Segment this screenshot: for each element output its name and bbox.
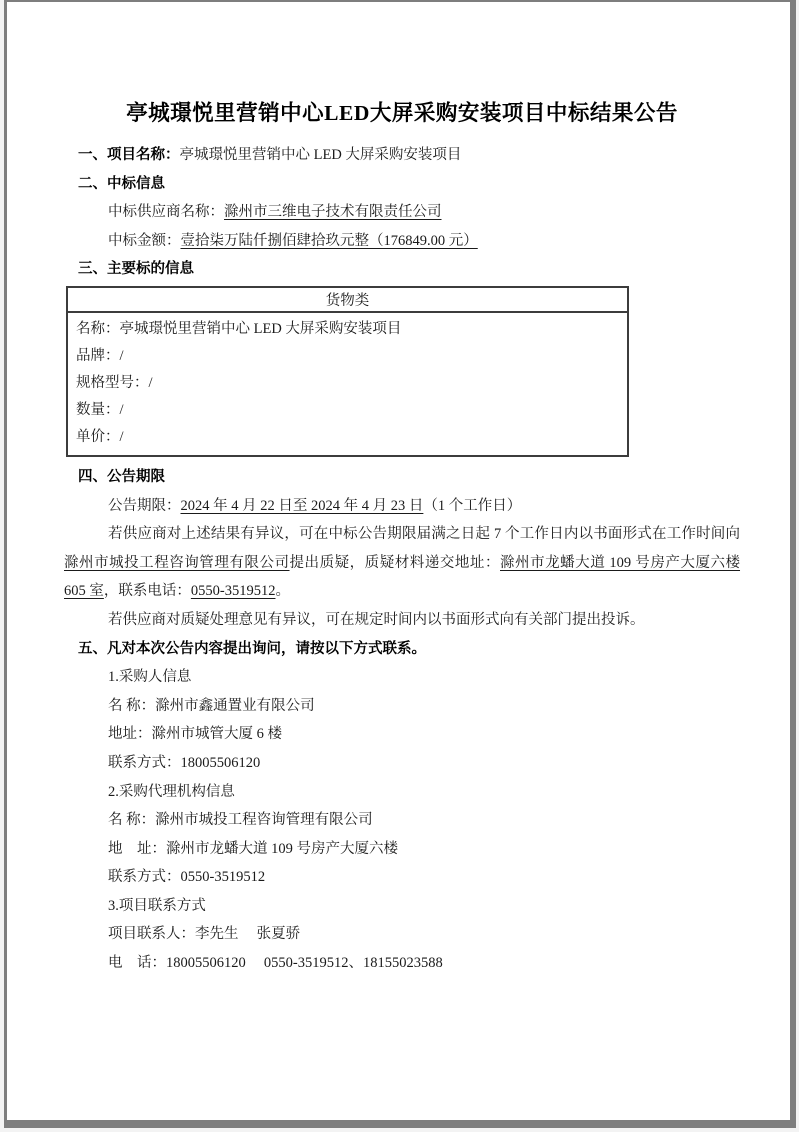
objection-phone: 0550-3519512 [190,583,276,600]
supplier-value: 滁州市三维电子技术有限责任公司 [224,204,442,221]
agency-address-line: 地 址：滁州市龙蟠大道 109 号房产大厦六楼 [108,840,398,857]
objection-seg3: 提出质疑，质疑材料递交地址： [289,554,500,571]
goods-table-body-row [67,312,628,456]
goods-unit-price-row: 单价：/ [76,428,124,445]
period-label: 公告期限： [108,497,181,514]
goods-table-header-row [67,287,628,312]
winning-amount-line [108,227,740,256]
project-name-value: 亭城璟悦里营销中心 LED 大屏采购安装项目 [179,147,462,163]
objection-seg7: 。 [275,583,290,600]
document-content [64,2,740,978]
goods-brand-row: 品牌：/ [76,347,124,364]
objection-agency-name: 滁州市城投工程咨询管理有限公司 [64,554,290,571]
section-4-heading: 四、公告期限 [78,468,165,485]
objection-paragraph [64,520,740,606]
amount-label: 中标金额： [108,232,181,249]
goods-name-row: 名称：亭城璟悦里营销中心 LED 大屏采购安装项目 [76,320,402,337]
period-value: 2024 年 4 月 22 日至 2024 年 4 月 23 日 [180,497,424,514]
winning-supplier-line [108,198,740,227]
announcement-title: 亭城璟悦里营销中心LED大屏采购安装项目中标结果公告 [126,101,678,125]
purchaser-address-line: 地址：滁州市城管大厦 6 楼 [108,726,282,743]
period-suffix: （1 个工作日） [423,497,522,514]
goods-quantity-row: 数量：/ [76,401,124,418]
goods-table-body-cell [67,312,628,456]
agency-name-line: 名 称：滁州市城投工程咨询管理有限公司 [108,812,373,829]
objection-address: 滁州市龙蟠大道 109 号房产大厦六楼 605 室 [64,554,741,600]
goods-model-row: 规格型号：/ [76,374,153,391]
goods-table [66,286,629,457]
agency-info-title: 2.采购代理机构信息 [108,783,235,800]
announcement-period-line [108,492,740,521]
purchaser-info-title: 1.采购人信息 [108,669,192,686]
project-contact-person-line: 项目联系人：李先生 张夏骄 [108,926,301,943]
objection-seg1: 若供应商对上述结果有异议，可在中标公告期限届满之日起 7 个工作日内以书面形式在工作时间向 [108,526,740,543]
objection-seg5: ，联系电话： [103,583,191,600]
section-2-heading: 二、中标信息 [78,175,165,192]
amount-value: 壹拾柒万陆仟捌佰肆拾玖元整（176849.00 元） [180,232,478,249]
project-contact-phone-line: 电 话：18005506120 0550-3519512、18155023588 [108,955,443,972]
section-3-heading: 三、主要标的信息 [78,261,194,278]
section-1-project-name [64,141,740,170]
document-page [4,0,796,1128]
project-contact-title: 3.项目联系方式 [108,897,206,914]
purchaser-name-line: 名 称：滁州市鑫通置业有限公司 [108,697,315,714]
purchaser-contact-line: 联系方式：18005506120 [108,754,261,771]
section-5-heading: 五、凡对本次公告内容提出询问，请按以下方式联系。 [78,640,426,657]
agency-contact-line: 联系方式：0550-3519512 [108,869,266,886]
supplier-label: 中标供应商名称： [108,204,224,221]
section-1-heading: 一、项目名称： [78,147,180,163]
complaint-line: 若供应商对质疑处理意见有异议，可在规定时间内以书面形式向有关部门提出投诉。 [108,611,645,628]
goods-table-header: 货物类 [67,287,628,312]
